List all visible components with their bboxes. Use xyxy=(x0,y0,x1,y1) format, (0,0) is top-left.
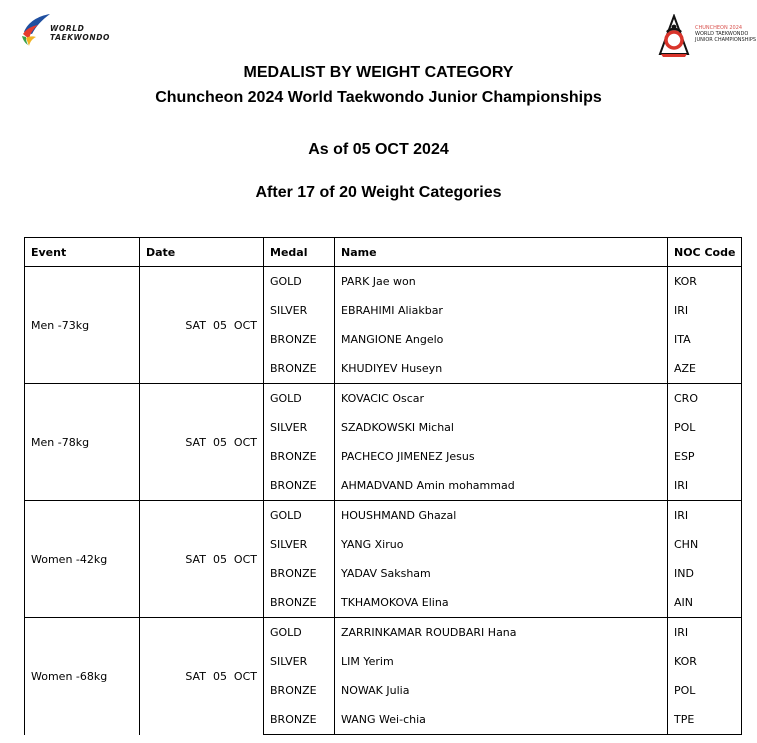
chuncheon-wordmark xyxy=(695,25,756,43)
noc-code-cell: IRI xyxy=(668,296,742,325)
chuncheon-emblem-icon xyxy=(655,14,693,58)
medalist-table xyxy=(24,237,742,735)
medal-cell: GOLD xyxy=(264,618,335,648)
medal-cell: GOLD xyxy=(264,267,335,297)
noc-code-cell: IRI xyxy=(668,471,742,501)
name-cell: KHUDIYEV Huseyn xyxy=(335,354,668,384)
column-header-event: Event xyxy=(25,238,140,267)
progress-note: After 17 of 20 Weight Categories xyxy=(255,184,502,201)
name-cell: ZARRINKAMAR ROUDBARI Hana xyxy=(335,618,668,648)
logo-line-world-taekwondo: WORLD TAEKWONDO xyxy=(695,31,749,37)
noc-code-cell: CHN xyxy=(668,530,742,559)
table-row xyxy=(25,267,742,297)
medal-cell: BRONZE xyxy=(264,325,335,354)
table-row xyxy=(25,618,742,648)
world-taekwondo-logo xyxy=(20,12,120,52)
name-cell: YANG Xiruo xyxy=(335,530,668,559)
logo-word-world: WORLD xyxy=(50,24,85,33)
name-cell: LIM Yerim xyxy=(335,647,668,676)
medal-cell: GOLD xyxy=(264,384,335,414)
noc-code-cell: KOR xyxy=(668,267,742,297)
world-taekwondo-emblem-icon xyxy=(20,12,52,48)
chuncheon-2024-logo xyxy=(655,14,757,60)
medal-cell: GOLD xyxy=(264,501,335,531)
noc-code-cell: AZE xyxy=(668,354,742,384)
name-cell: AHMADVAND Amin mohammad xyxy=(335,471,668,501)
name-cell: EBRAHIMI Aliakbar xyxy=(335,296,668,325)
date-cell: SAT 05 OCT xyxy=(140,501,264,618)
logo-line-junior-championships: JUNIOR CHAMPIONSHIPS xyxy=(695,37,757,43)
noc-code-cell: AIN xyxy=(668,588,742,618)
noc-code-cell: CRO xyxy=(668,384,742,414)
medal-cell: SILVER xyxy=(264,647,335,676)
name-cell: TKHAMOKOVA Elina xyxy=(335,588,668,618)
column-header-medal: Medal xyxy=(264,238,335,267)
event-cell: Women -42kg xyxy=(25,501,140,618)
noc-code-cell: IRI xyxy=(668,618,742,648)
event-cell: Men -78kg xyxy=(25,384,140,501)
name-cell: HOUSHMAND Ghazal xyxy=(335,501,668,531)
event-cell: Women -68kg xyxy=(25,618,140,735)
logo-word-taekwondo: TAEKWONDO xyxy=(50,33,110,42)
column-header-noc-code: NOC Code xyxy=(668,238,742,267)
medal-cell: BRONZE xyxy=(264,705,335,735)
table-row xyxy=(25,501,742,531)
medalist-table-body xyxy=(25,267,742,735)
name-cell: KOVACIC Oscar xyxy=(335,384,668,414)
world-taekwondo-wordmark xyxy=(50,24,110,42)
medal-cell: SILVER xyxy=(264,296,335,325)
column-header-name: Name xyxy=(335,238,668,267)
noc-code-cell: ESP xyxy=(668,442,742,471)
medal-cell: BRONZE xyxy=(264,471,335,501)
name-cell: MANGIONE Angelo xyxy=(335,325,668,354)
logo-line-chuncheon: CHUNCHEON 2024 xyxy=(695,25,743,31)
medal-cell: SILVER xyxy=(264,413,335,442)
medal-cell: BRONZE xyxy=(264,354,335,384)
date-cell: SAT 05 OCT xyxy=(140,618,264,735)
document-title: MEDALIST BY WEIGHT CATEGORY xyxy=(243,64,514,81)
medal-cell: BRONZE xyxy=(264,559,335,588)
name-cell: PACHECO JIMENEZ Jesus xyxy=(335,442,668,471)
table-header-row xyxy=(25,238,742,267)
name-cell: SZADKOWSKI Michal xyxy=(335,413,668,442)
name-cell: NOWAK Julia xyxy=(335,676,668,705)
medal-cell: BRONZE xyxy=(264,442,335,471)
date-cell: SAT 05 OCT xyxy=(140,384,264,501)
medal-cell: SILVER xyxy=(264,530,335,559)
noc-code-cell: ITA xyxy=(668,325,742,354)
column-header-date: Date xyxy=(140,238,264,267)
medal-cell: BRONZE xyxy=(264,588,335,618)
noc-code-cell: POL xyxy=(668,413,742,442)
championship-name: Chuncheon 2024 World Taekwondo Junior Championships xyxy=(155,89,602,106)
name-cell: PARK Jae won xyxy=(335,267,668,297)
noc-code-cell: KOR xyxy=(668,647,742,676)
table-row xyxy=(25,384,742,414)
noc-code-cell: TPE xyxy=(668,705,742,735)
noc-code-cell: IRI xyxy=(668,501,742,531)
as-of-date: As of 05 OCT 2024 xyxy=(308,141,449,158)
noc-code-cell: POL xyxy=(668,676,742,705)
event-cell: Men -73kg xyxy=(25,267,140,384)
name-cell: WANG Wei-chia xyxy=(335,705,668,735)
name-cell: YADAV Saksham xyxy=(335,559,668,588)
date-cell: SAT 05 OCT xyxy=(140,267,264,384)
medal-cell: BRONZE xyxy=(264,676,335,705)
noc-code-cell: IND xyxy=(668,559,742,588)
